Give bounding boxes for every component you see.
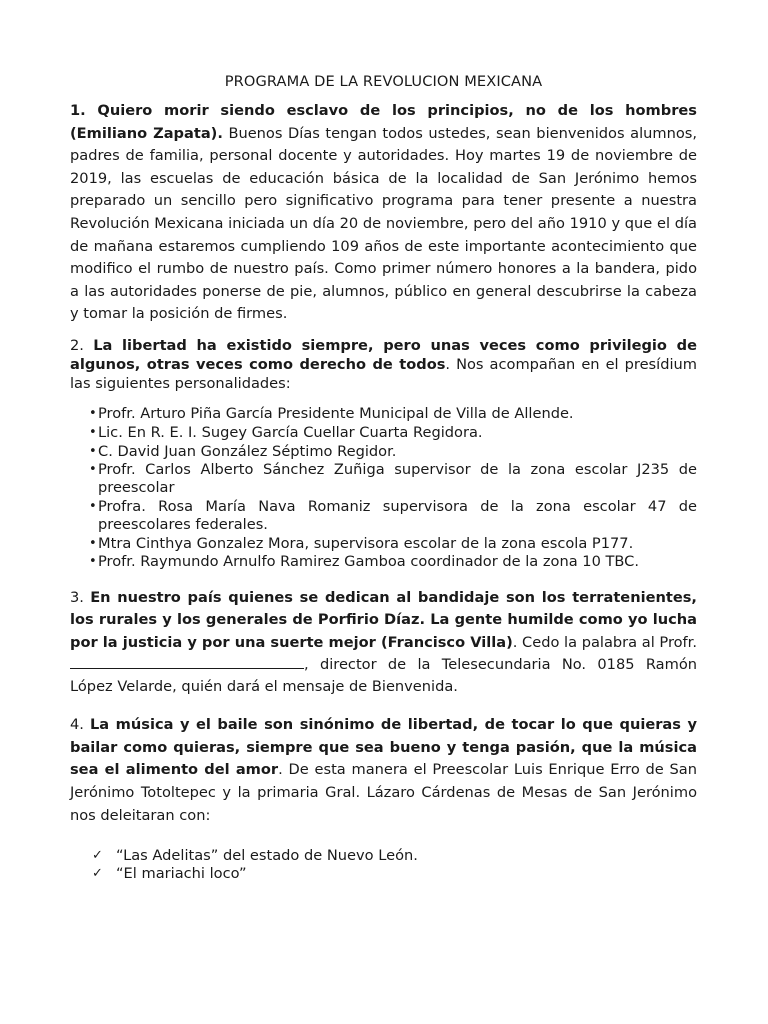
bullet-icon: • (89, 405, 97, 421)
document-body (70, 72, 697, 883)
paragraph-3-text-after: , director de la Telesecundaria No. 0185 Ramón López Velarde, quién dará el mensaje de Bienvenida. (70, 655, 697, 695)
paragraph-2 (70, 336, 697, 393)
list-item (70, 865, 697, 883)
list-item (70, 553, 697, 571)
paragraph-2-number: 2. (70, 336, 94, 354)
paragraph-3-text-before: . Cedo la palabra al Profr. (512, 633, 697, 651)
bullet-icon: • (89, 498, 97, 514)
page-title: PROGRAMA DE LA REVOLUCION MEXICANA (224, 73, 543, 90)
paragraph-4-text: . De esta manera el Preescolar Luis Enrique Erro de San Jerónimo Totoltepec y la primaria Gral. Lázaro Cárdenas de Mesas de San Jerónimo nos deleitaran con: (70, 761, 697, 824)
checkmark-icon: ✓ (92, 866, 103, 882)
name-blank-line (70, 654, 304, 669)
paragraph-3 (70, 587, 697, 698)
paragraph-3-number: 3. (70, 589, 91, 607)
list-item-text: Profra. Rosa María Nava Romaniz supervisora de la zona escolar 47 de preescolares federales. (98, 497, 697, 533)
list-item-text: Mtra Cinthya Gonzalez Mora, supervisora escolar de la zona escola P177. (98, 534, 634, 552)
list-item-text: Lic. En R. E. I. Sugey García Cuellar Cuarta Regidora. (98, 423, 483, 441)
checkmark-icon: ✓ (92, 848, 103, 864)
list-item-text: Profr. Arturo Piña García Presidente Municipal de Villa de Allende. (98, 404, 574, 422)
bullet-icon: • (89, 462, 97, 478)
bullet-icon: • (89, 424, 97, 440)
list-item (70, 535, 697, 553)
paragraph-2-text: . Nos acompañan en el presídium las siguientes personalidades: (70, 355, 697, 392)
paragraph-4-quote: La música y el baile son sinónimo de libertad, de tocar lo que quieras y bailar como quieras, siempre que sea bueno y tenga pasión, que la música sea el alimento del amor (70, 716, 697, 779)
paragraph-4-number: 4. (70, 716, 90, 734)
list-item-text: “El mariachi loco” (116, 865, 247, 883)
songs-list (70, 847, 697, 883)
bullet-icon: • (89, 554, 97, 570)
paragraph-1 (70, 100, 697, 326)
paragraph-2-quote: La libertad ha existido siempre, pero unas veces como privilegio de algunos, otras veces como derecho de todos (70, 336, 697, 373)
paragraph-1-quote: 1. Quiero morir siendo esclavo de los principios, no de los hombres (Emiliano Zapata). (70, 102, 697, 142)
paragraph-4 (70, 714, 697, 827)
list-item (70, 847, 697, 865)
list-item (70, 461, 697, 497)
list-item-text: C. David Juan González Séptimo Regidor. (98, 442, 397, 460)
list-item (70, 424, 697, 442)
personalities-list (70, 405, 697, 571)
bullet-icon: • (89, 443, 97, 459)
paragraph-1-text: Buenos Días tengan todos ustedes, sean bienvenidos alumnos, padres de familia, personal docente y autoridades. Hoy martes 19 de noviembre de 2019, las escuelas de educación básica de la localidad de San Jerónimo hemos preparado un sencillo pero significativo programa para tener presente a nuestra Revolución Mexicana iniciada un día 20 de noviembre, pero del año 1910 y que el día de mañana estaremos cumpliendo 109 años de este importante acontecimiento que modifico el rumbo de nuestro país. Como primer número honores a la bandera, pido a las autoridades ponerse de pie, alumnos, público en general descubrirse la cabeza y tomar la posición de firmes. (70, 124, 698, 323)
list-item (70, 443, 697, 461)
list-item-text: Profr. Raymundo Arnulfo Ramirez Gamboa coordinador de la zona 10 TBC. (98, 553, 640, 571)
list-item (70, 498, 697, 534)
bullet-icon: • (89, 535, 97, 551)
list-item (70, 405, 697, 423)
paragraph-3-quote: En nuestro país quienes se dedican al bandidaje son los terratenientes, los rurales y los generales de Porfirio Díaz. La gente humilde como yo lucha por la justicia y por una suerte mejor (Francisco Villa) (70, 589, 697, 651)
list-item-text: “Las Adelitas” del estado de Nuevo León. (116, 847, 418, 865)
list-item-text: Profr. Carlos Alberto Sánchez Zuñiga supervisor de la zona escolar J235 de preescolar (98, 461, 697, 497)
